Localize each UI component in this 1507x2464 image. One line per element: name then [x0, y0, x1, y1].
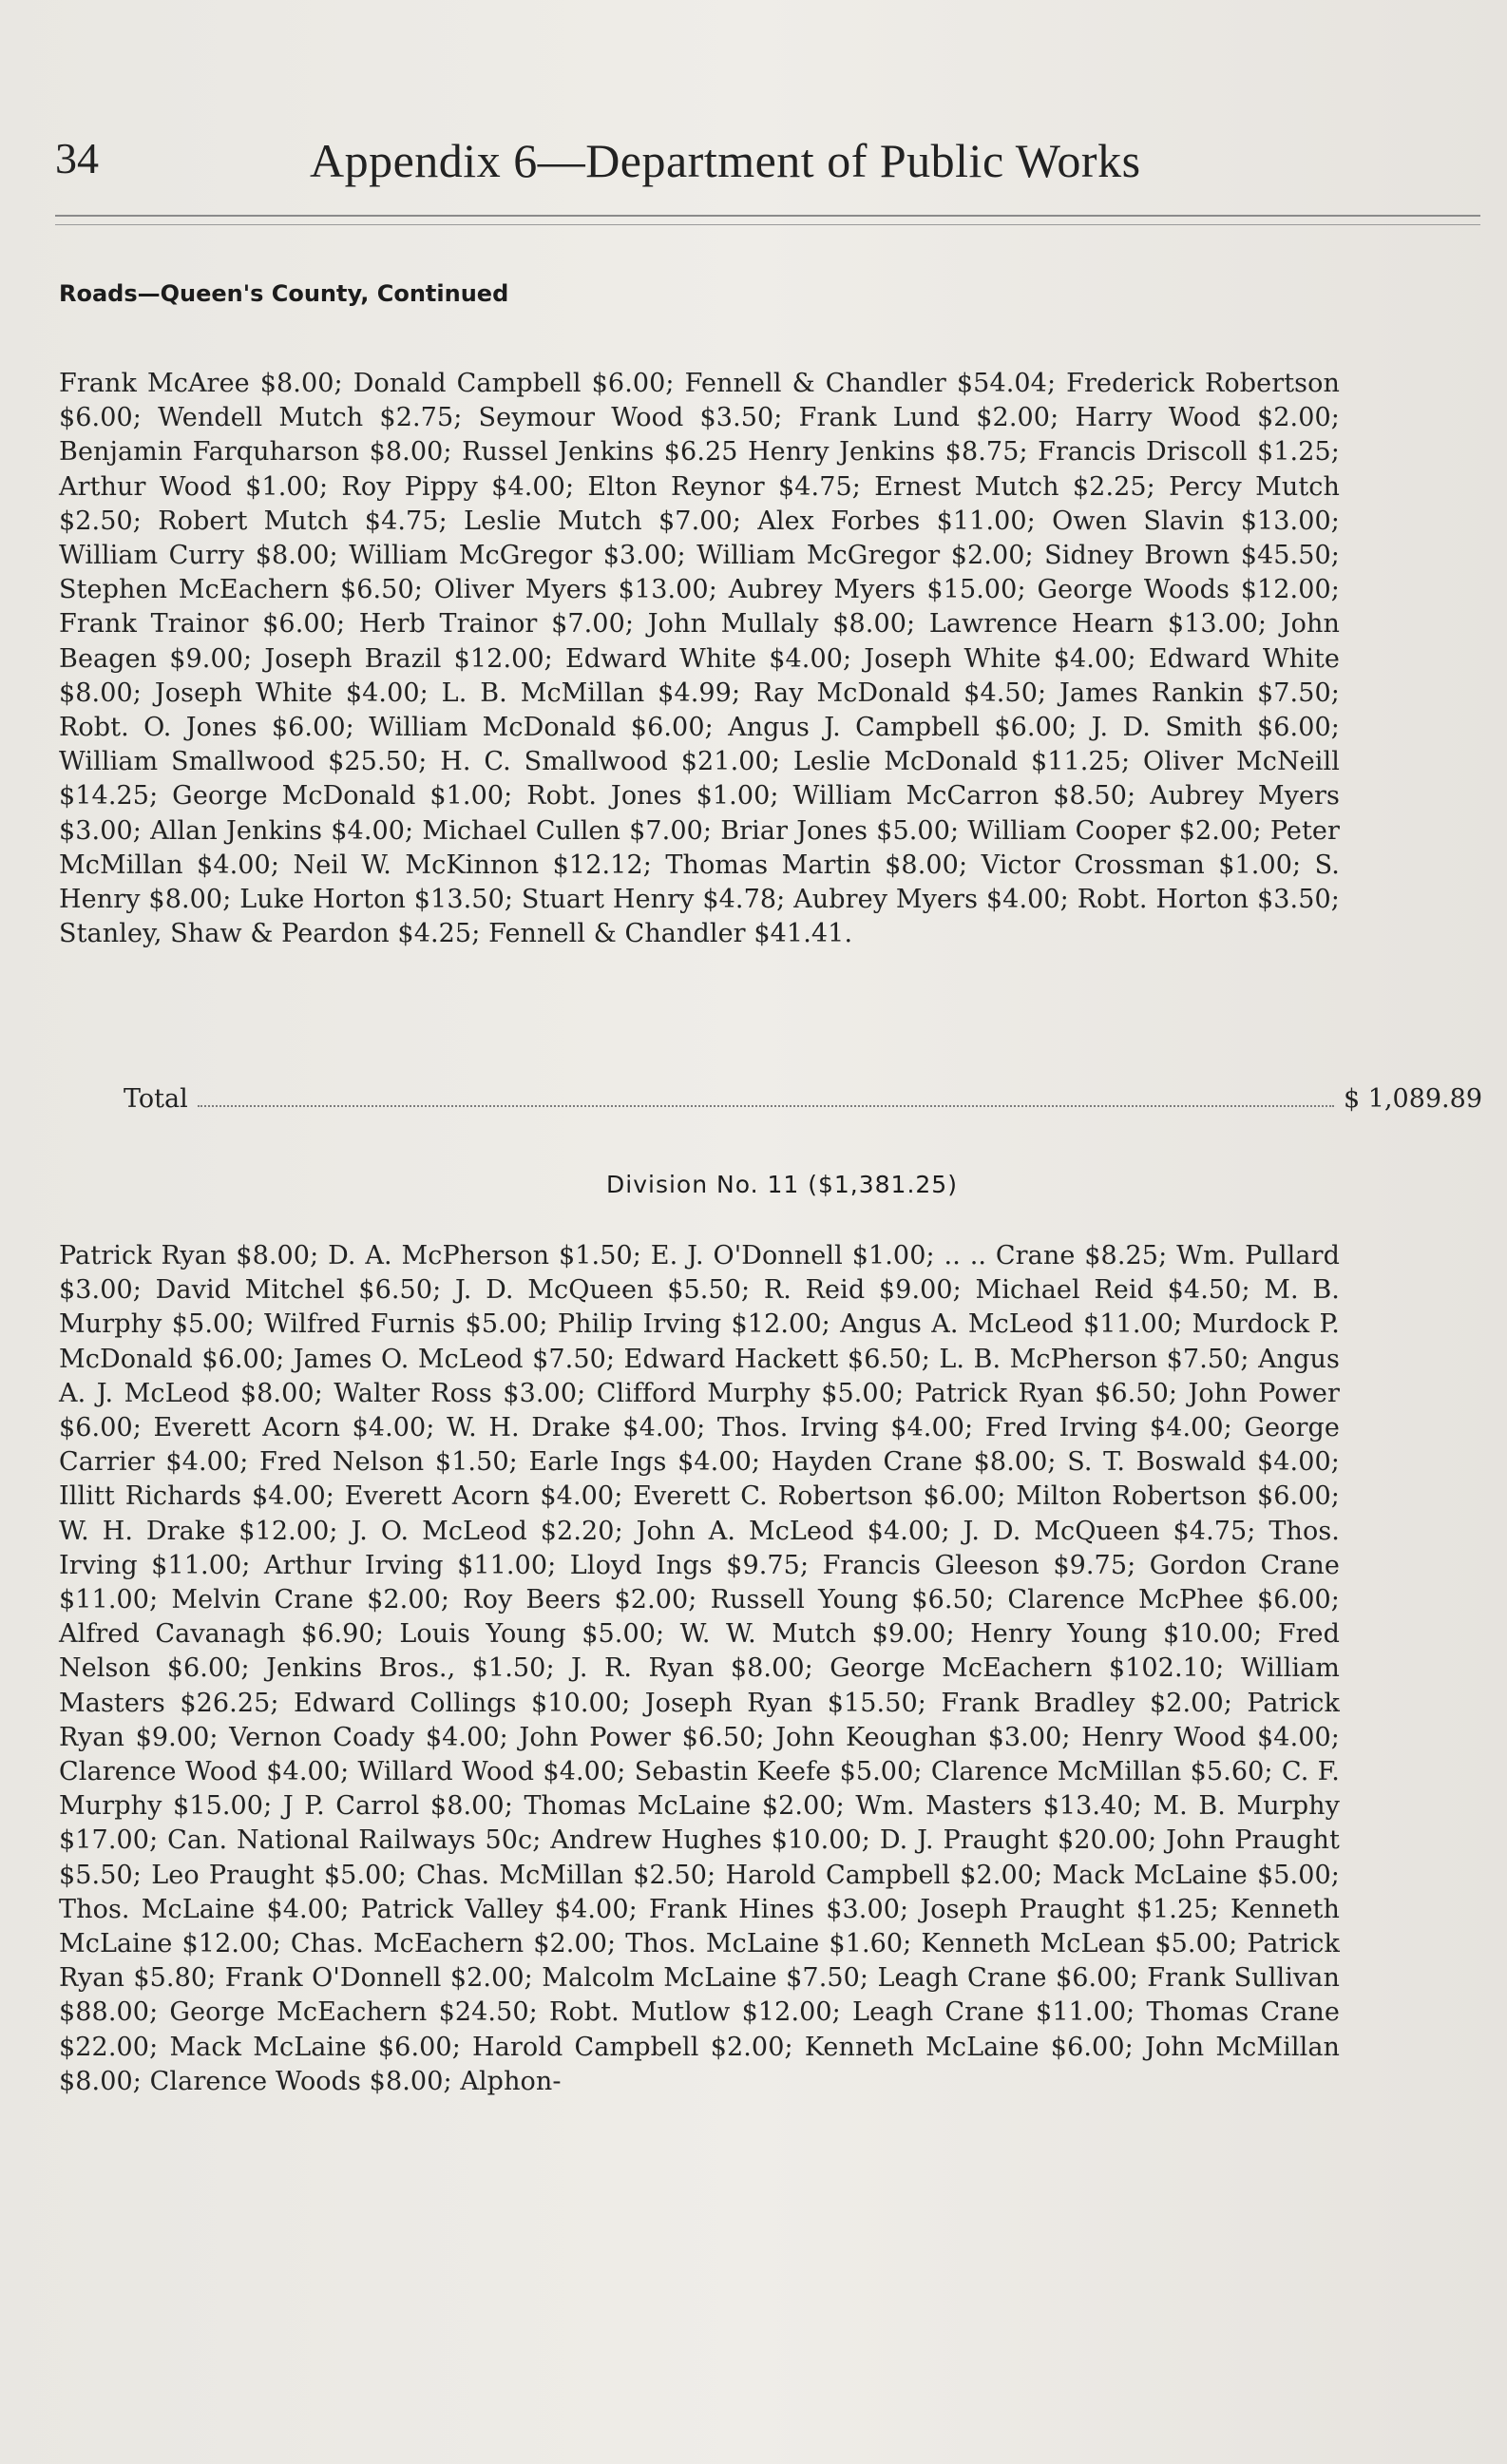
header-rule [55, 215, 1480, 217]
division-heading-text: Division No. 11 ($1,381.25) [606, 1171, 958, 1198]
total-amount: $ 1,089.89 [1344, 1084, 1482, 1114]
header-rule-thin [55, 224, 1480, 225]
page-number: 34 [55, 134, 99, 182]
division-payments-paragraph: Patrick Ryan $8.00; D. A. McPherson $1.50; E. J. O'Donnell $1.00; .. .. Crane $8.25; Wm. Pullard $3.00; David Mitchel $6.50; J. D. McQueen $5.50; R. Reid $9.00; Michael Reid $4.50; M. B. Murphy $5.00; Wilfred Furnis $5.00; Philip Irving $12.00; Angus A. McLeod $11.00; Murdock P. McDonald $6.00; James O. McLeod $7.50; Edward Hackett $6.50; L. B. McPherson $7.50; Angus A. J. McLeod $8.00; Walter Ross $3.00; Clifford Murphy $5.00; Patrick Ryan $6.50; John Power $6.00; Everett Acorn $4.00; W. H. Drake $4.00; Thos. Irving $4.00; Fred Irving $4.00; George Carrier $4.00; Fred Nelson $1.50; Earle Ings $4.00; Hayden Crane $8.00; S. T. Boswald $4.00; Illitt Richards $4.00; Everett Acorn $4.00; Everett C. Robertson $6.00; Milton Robertson $6.00; W. H. Drake $12.00; J. O. McLeod $2.20; John A. McLeod $4.00; J. D. McQueen $4.75; Thos. Irving $11.00; Arthur Irving $11.00; Lloyd Ings $9.75; Francis Gleeson $9.75; Gordon Crane $11.00; Melvin Crane $2.00; Roy Beers $2.00; Russell Young $6.50; Clarence McPhee $6.00; Alfred Cavanagh $6.90; Louis Young $5.00; W. W. Mutch $9.00; Henry Young $10.00; Fred Nelson $6.00; Jenkins Bros., $1.50; J. R. Ryan $8.00; George McEachern $102.10; William Masters $26.25; Edward Collings $10.00; Joseph Ryan $15.50; Frank Bradley $2.00; Patrick Ryan $9.00; Vernon Coady $4.00; John Power $6.50; John Keoughan $3.00; Henry Wood $4.00; Clarence Wood $4.00; Willard Wood $4.00; Sebastin Keefe $5.00; Clarence McMillan $5.60; C. F. Murphy $15.00; J P. Carrol $8.00; Thomas McLaine $2.00; Wm. Masters $13.40; M. B. Murphy $17.00; Can. National Railways 50c; Andrew Hughes $10.00; D. J. Praught $20.00; John Praught $5.50; Leo Praught $5.00; Chas. McMillan $2.50; Harold Campbell $2.00; Mack McLaine $5.00; Thos. McLaine $4.00; Patrick Valley $4.00; Frank Hines $3.00; Joseph Praught $1.25; Kenneth McLaine $12.00; Chas. McEachern $2.00; Thos. McLaine $1.60; Kenneth McLean $5.00; Patrick Ryan $5.80; Frank O'Donnell $2.00; Malcolm McLaine $7.50; Leagh Crane $6.00; Frank Sullivan $88.00; George McEachern $24.50; Robt. Mutlow $12.00; Leagh Crane $11.00; Thomas Crane $22.00; Mack McLaine $6.00; Harold Campbell $2.00; Kenneth McLaine $6.00; John McMillan $8.00; Clarence Woods $8.00; Alphon- [59, 1241, 1340, 2096]
dot-leader [198, 1086, 1334, 1107]
payments-paragraph: Frank McAree $8.00; Donald Campbell $6.00; Fennell & Chandler $54.04; Frederick Robertson $6.00; Wendell Mutch $2.75; Seymour Wood $3.50; Frank Lund $2.00; Harry Wood $2.00; Benjamin Farquharson $8.00; Russel Jenkins $6.25 Henry Jenkins $8.75; Francis Driscoll $1.25; Arthur Wood $1.00; Roy Pippy $4.00; Elton Reynor $4.75; Ernest Mutch $2.25; Percy Mutch $2.50; Robert Mutch $4.75; Leslie Mutch $7.00; Alex Forbes $11.00; Owen Slavin $13.00; William Curry $8.00; William McGregor $3.00; William McGregor $2.00; Sidney Brown $45.50; Stephen McEachern $6.50; Oliver Myers $13.00; Aubrey Myers $15.00; George Woods $12.00; Frank Trainor $6.00; Herb Trainor $7.00; John Mullaly $8.00; Lawrence Hearn $13.00; John Beagen $9.00; Joseph Brazil $12.00; Edward White $4.00; Joseph White $4.00; Edward White $8.00; Joseph White $4.00; L. B. McMillan $4.99; Ray McDonald $4.50; James Rankin $7.50; Robt. O. Jones $6.00; William McDonald $6.00; Angus J. Campbell $6.00; J. D. Smith $6.00; William Smallwood $25.50; H. C. Smallwood $21.00; Leslie McDonald $11.25; Oliver McNeill $14.25; George McDonald $1.00; Robt. Jones $1.00; William McCarron $8.50; Aubrey Myers $3.00; Allan Jenkins $4.00; Michael Cullen $7.00; Briar Jones $5.00; William Cooper $2.00; Peter McMillan $4.00; Neil W. McKinnon $12.12; Thomas Martin $8.00; Victor Crossman $1.00; S. Henry $8.00; Luke Horton $13.50; Stuart Henry $4.78; Aubrey Myers $4.00; Robt. Horton $3.50; Stanley, Shaw & Peardon $4.25; Fennell & Chandler $41.41. [59, 369, 1340, 949]
running-title: Appendix 6—Department of Public Works [310, 134, 1141, 187]
total-row [124, 1084, 1482, 1118]
total-label: Total [124, 1084, 188, 1114]
page-header [55, 133, 1480, 200]
division-heading [0, 1171, 1507, 1198]
section-heading: Roads—Queen's County, Continued [59, 280, 509, 307]
